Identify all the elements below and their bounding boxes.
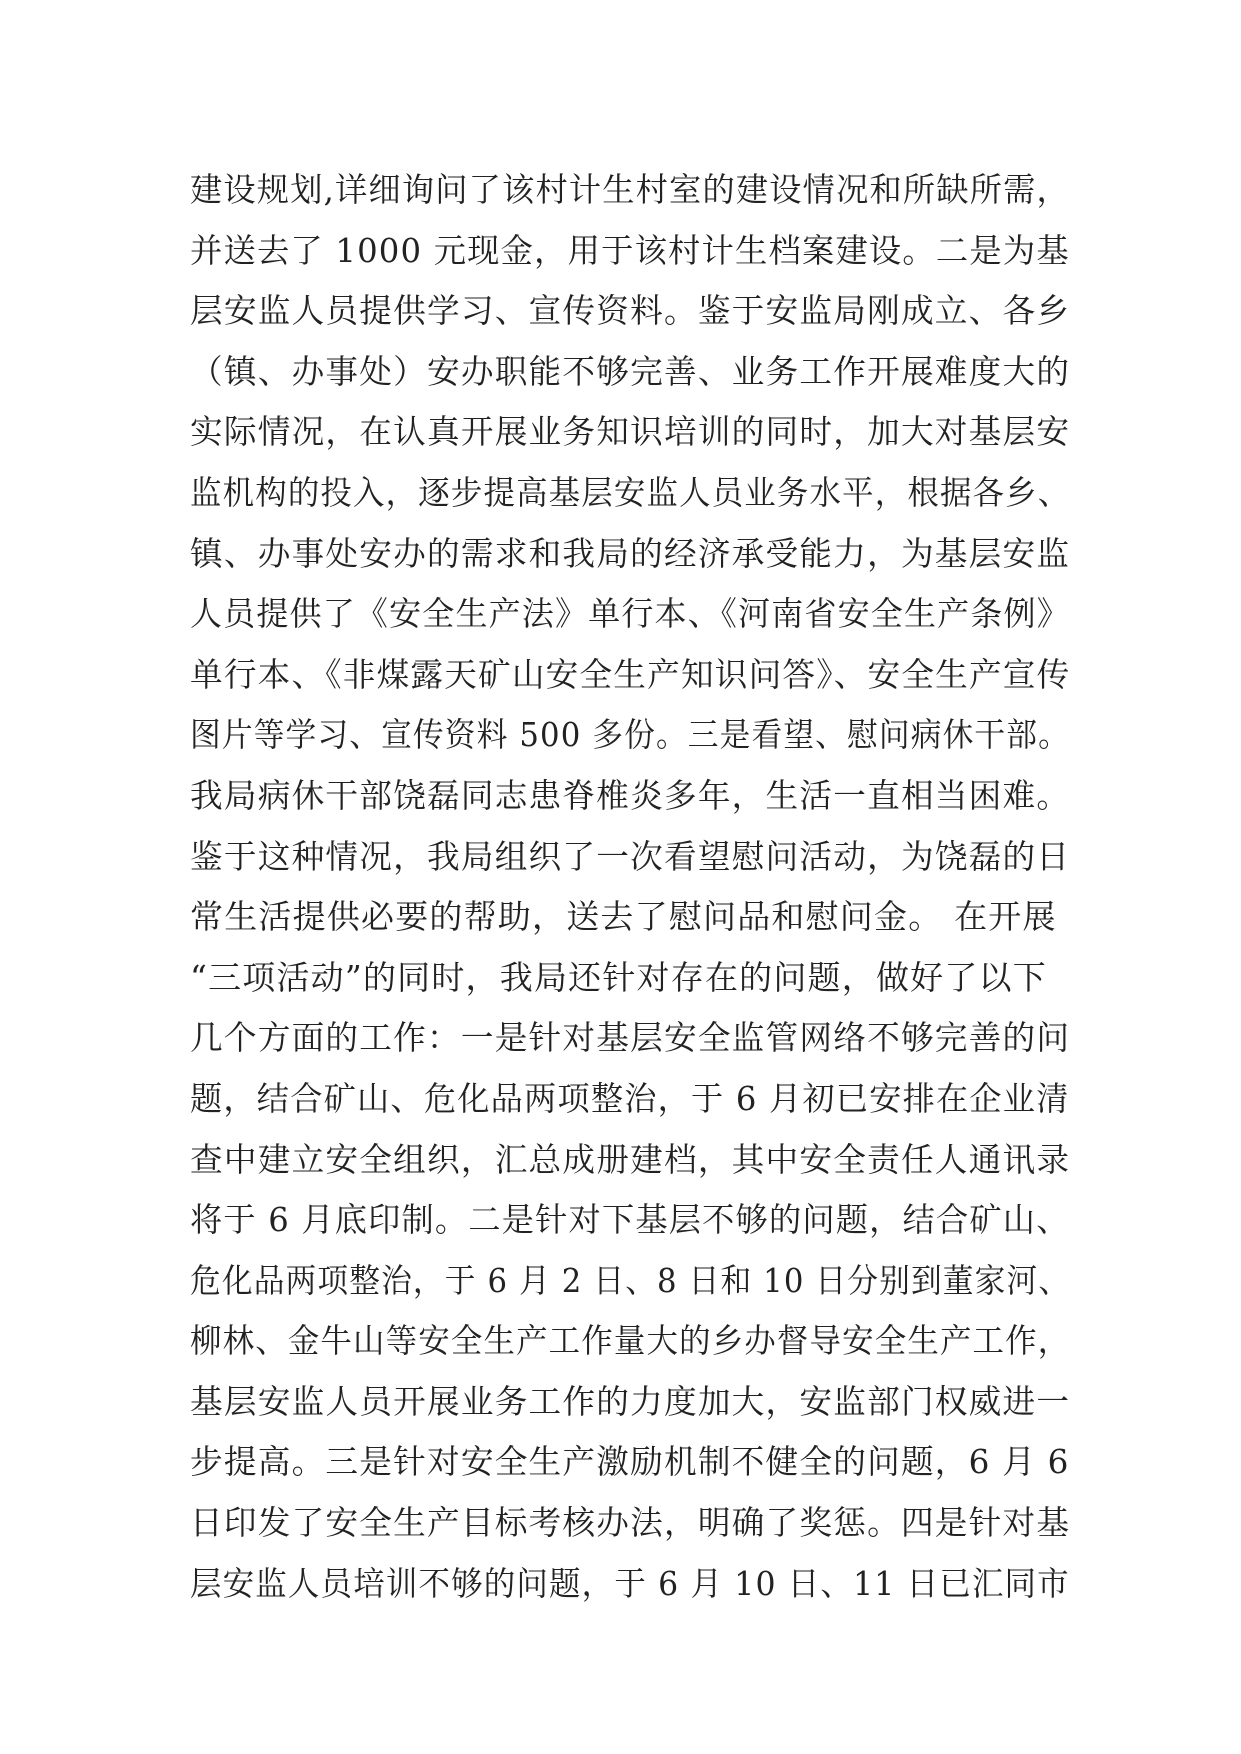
text-line: 单行本、《非煤露天矿山安全生产知识问答》、安全生产宣传 bbox=[190, 654, 1071, 694]
text-line: 我局病休干部饶磊同志患脊椎炎多年，生活一直相当困难。 bbox=[190, 775, 1071, 815]
text-line: 镇、办事处安办的需求和我局的经济承受能力，为基层安监 bbox=[190, 533, 1071, 573]
text-line: 日印发了安全生产目标考核办法，明确了奖惩。四是针对基 bbox=[190, 1503, 1071, 1543]
text-line: 柳林、金牛山等安全生产工作量大的乡办督导安全生产工作， bbox=[190, 1321, 1071, 1361]
text-line: 建设规划,详细询问了该村计生村室的建设情况和所缺所需， bbox=[190, 170, 1070, 209]
text-line: （镇、办事处）安办职能不够完善、业务工作开展难度大的 bbox=[190, 351, 1071, 391]
text-line: “三项活动”的同时，我局还针对存在的问题，做好了以下 bbox=[190, 957, 1047, 997]
text-line: 基层安监人员开展业务工作的力度加大，安监部门权威进一 bbox=[190, 1381, 1071, 1421]
text-line: 图片等学习、宣传资料 500 多份。三是看望、慰问病休干部。 bbox=[190, 715, 1070, 755]
body-text bbox=[190, 160, 1070, 1614]
text-line: 人员提供了《安全生产法》单行本、《河南省安全生产条例》 bbox=[190, 594, 1070, 634]
text-line: 监机构的投入，逐步提高基层安监人员业务水平，根据各乡、 bbox=[190, 472, 1071, 512]
text-line: 并送去了 1000 元现金，用于该村计生档案建设。二是为基 bbox=[190, 230, 1070, 270]
text-line: 几个方面的工作：一是针对基层安全监管网络不够完善的问 bbox=[190, 1018, 1071, 1058]
text-line: 题，结合矿山、危化品两项整治，于 6 月初已安排在企业清 bbox=[190, 1078, 1070, 1118]
text-line: 将于 6 月底印制。二是针对下基层不够的问题，结合矿山、 bbox=[190, 1200, 1070, 1240]
text-line: 查中建立安全组织，汇总成册建档，其中安全责任人通讯录 bbox=[190, 1139, 1071, 1179]
text-line: 层安监人员提供学习、宣传资料。鉴于安监局刚成立、各乡 bbox=[190, 291, 1071, 331]
text-line: 步提高。三是针对安全生产激励机制不健全的问题，6 月 6 bbox=[190, 1442, 1070, 1482]
text-line: 危化品两项整治，于 6 月 2 日、8 日和 10 日分别到董家河、 bbox=[190, 1260, 1071, 1300]
text-line: 常生活提供必要的帮助，送去了慰问品和慰问金。 在开展 bbox=[190, 897, 1057, 937]
text-line: 实际情况，在认真开展业务知识培训的同时，加大对基层安 bbox=[190, 412, 1071, 452]
text-line: 层安监人员培训不够的问题，于 6 月 10 日、11 日已汇同市 bbox=[190, 1563, 1070, 1603]
text-line: 鉴于这种情况，我局组织了一次看望慰问活动，为饶磊的日 bbox=[190, 836, 1071, 876]
